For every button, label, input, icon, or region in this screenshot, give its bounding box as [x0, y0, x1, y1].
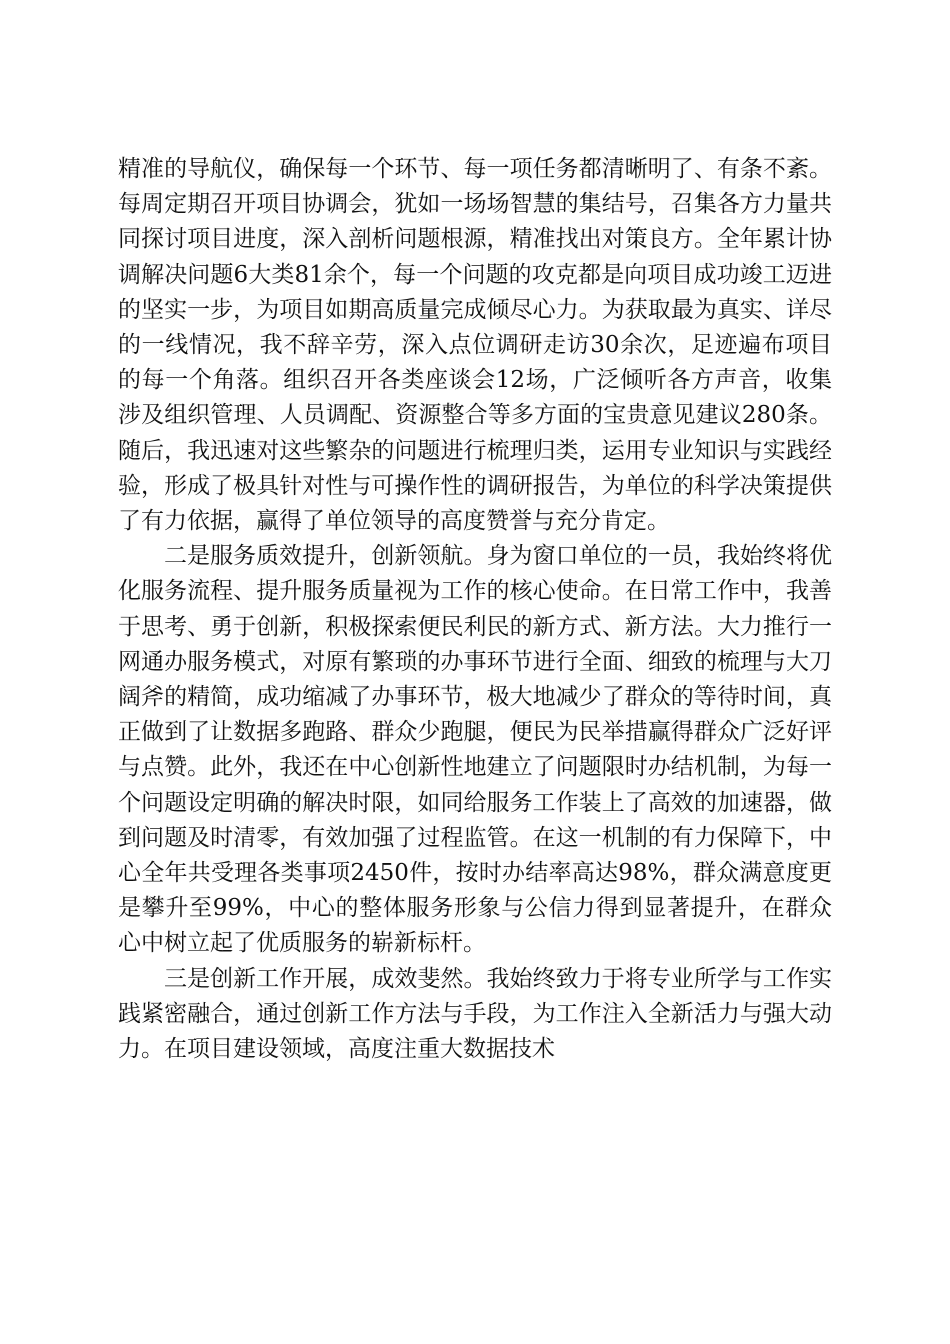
paragraph-innovation: 三是创新工作开展，成效斐然。我始终致力于将专业所学与工作实践紧密融合，通过创新工作方法与手段，为工作注入全新活力与强大动力。在项目建设领域，高度注重大数据技术: [118, 965, 832, 1063]
paragraph-continued: 精准的导航仪，确保每一个环节、每一项任务都清晰明了、有条不紊。每周定期召开项目协调会，犹如一场场智慧的集结号，召集各方力量共同探讨项目进度，深入剖析问题根源，精准找出对策良方。全年累计协调解决问题6大类81余个，每一个问题的攻克都是向项目成功竣工迈进的坚实一步，为项目如期高质量完成倾尽心力。为获取最为真实、详尽的一线情况，我不辞辛劳，深入点位调研走访30余次，足迹遍布项目的每一个角落。组织召开各类座谈会12场，广泛倾听各方声音，收集涉及组织管理、人员调配、资源整合等多方面的宝贵意见建议280条。随后，我迅速对这些繁杂的问题进行梳理归类，运用专业知识与实践经验，形成了极具针对性与可操作性的调研报告，为单位的科学决策提供了有力依据，赢得了单位领导的高度赞誉与充分肯定。: [118, 156, 832, 535]
paragraph-service-quality: 二是服务质效提升，创新领航。身为窗口单位的一员，我始终将优化服务流程、提升服务质量视为工作的核心使命。在日常工作中，我善于思考、勇于创新，积极探索便民利民的新方式、新方法。大力推行一网通办服务模式，对原有繁琐的办事环节进行全面、细致的梳理与大刀阔斧的精简，成功缩减了办事环节，极大地减少了群众的等待时间，真正做到了让数据多跑路、群众少跑腿，便民为民举措赢得群众广泛好评与点赞。此外，我还在中心创新性地建立了问题限时办结机制，为每一个问题设定明确的解决时限，如同给服务工作装上了高效的加速器，做到问题及时清零，有效加强了过程监管。在这一机制的有力保障下，中心全年共受理各类事项2450件，按时办结率高达98%，群众满意度更是攀升至99%，中心的整体服务形象与公信力得到显著提升，在群众心中树立起了优质服务的崭新标杆。: [118, 543, 832, 957]
document-body: [118, 152, 832, 1067]
